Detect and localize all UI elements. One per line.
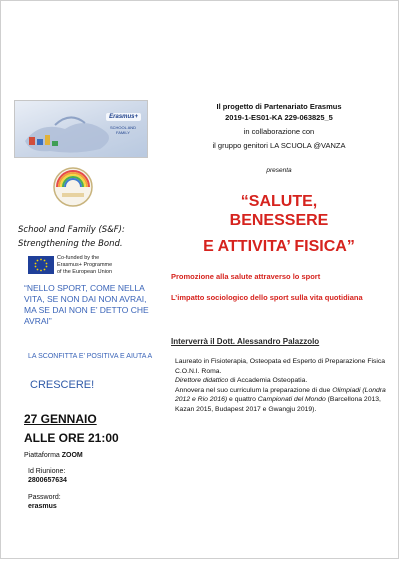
bio-part3-mid: e quattro bbox=[227, 396, 258, 403]
sf-title-line1: School and Family (S&F): bbox=[18, 225, 125, 235]
platform-label: Piattaforma bbox=[24, 452, 60, 459]
subtitle-impatto: L’impatto sociologico dello sport sulla vita quotidiana bbox=[171, 293, 363, 302]
password-label: Password: bbox=[28, 494, 61, 501]
bio-campionati: Campionati del Mondo bbox=[257, 396, 326, 403]
bio-role: Direttore didattico bbox=[175, 377, 229, 384]
eu-flag-icon bbox=[28, 256, 54, 274]
bio-part1: Laureato in Fisioterapia, Osteopata ed Esperto di Preparazione Fisica C.O.N.I. Roma. bbox=[175, 358, 386, 375]
eu-cofunded-text bbox=[57, 255, 152, 276]
password-value: erasmus bbox=[28, 503, 57, 510]
bio-role-rest: di Accademia Osteopatia. bbox=[228, 377, 308, 384]
bio-olimpiadi: Olimpiadi (Londra 2012 e Rio 2016) bbox=[175, 386, 386, 403]
speaker-heading: Interverrà il Dott. Alessandro Palazzolo bbox=[171, 337, 320, 346]
bio-part3: Annovera nel suo curriculum la preparazione di due bbox=[175, 386, 333, 394]
speaker-bio bbox=[175, 357, 393, 414]
crescere-text: CRESCERE! bbox=[30, 379, 95, 391]
event-date: 27 GENNAIO bbox=[24, 412, 97, 426]
subtitle-promozione: Promozione alla salute attraverso lo sport bbox=[171, 272, 321, 281]
erasmus-sub: SCHOOL AND FAMILY bbox=[109, 125, 137, 135]
project-line1: Il progetto di Partenariato Erasmus bbox=[216, 102, 342, 111]
platform-info bbox=[24, 452, 83, 459]
school-and-family-title bbox=[18, 223, 158, 251]
erasmus-tag: Erasmus+ bbox=[106, 113, 141, 121]
project-line2: 2019-1-ES01-KA 229-063825_5 bbox=[225, 113, 333, 122]
meeting-id-label: Id Riunione: bbox=[28, 468, 66, 475]
erasmus-map-logo bbox=[14, 100, 148, 158]
school-family-logo bbox=[48, 165, 98, 207]
event-time: ALLE ORE 21:00 bbox=[24, 431, 119, 445]
presenta-text: presenta bbox=[266, 167, 292, 174]
title-line2: BENESSERE bbox=[229, 212, 329, 229]
platform-value: ZOOM bbox=[61, 452, 83, 459]
sf-title-line2: Strengthening the Bond. bbox=[18, 239, 123, 249]
collab-line2: il gruppo genitori LA SCUOLA @VANZA bbox=[212, 141, 346, 150]
eu-line3: of the European Union bbox=[57, 269, 113, 275]
bio-part3-end: (Barcellona 2013, Kazan 2015, Budapest 2017 e Gwangju 2019). bbox=[175, 396, 381, 413]
sport-quote: “NELLO SPORT, COME NELLA VITA, SE NON DAI NON AVRAI, MA SE DAI NON E’ DETTO CHE AVRAI” bbox=[24, 283, 149, 326]
eu-line1: Co-funded by the bbox=[57, 255, 100, 261]
title-line3: E ATTIVITA’ FISICA” bbox=[203, 238, 355, 255]
meeting-id-value: 2800657634 bbox=[28, 477, 67, 484]
sconfitta-text: LA SCONFITTA E’ POSITIVA E AIUTA A bbox=[28, 353, 153, 360]
title-line1: “SALUTE, bbox=[240, 193, 318, 210]
collab-line1: in collaborazione con bbox=[243, 127, 315, 136]
eu-line2: Erasmus+ Programme bbox=[57, 262, 113, 268]
